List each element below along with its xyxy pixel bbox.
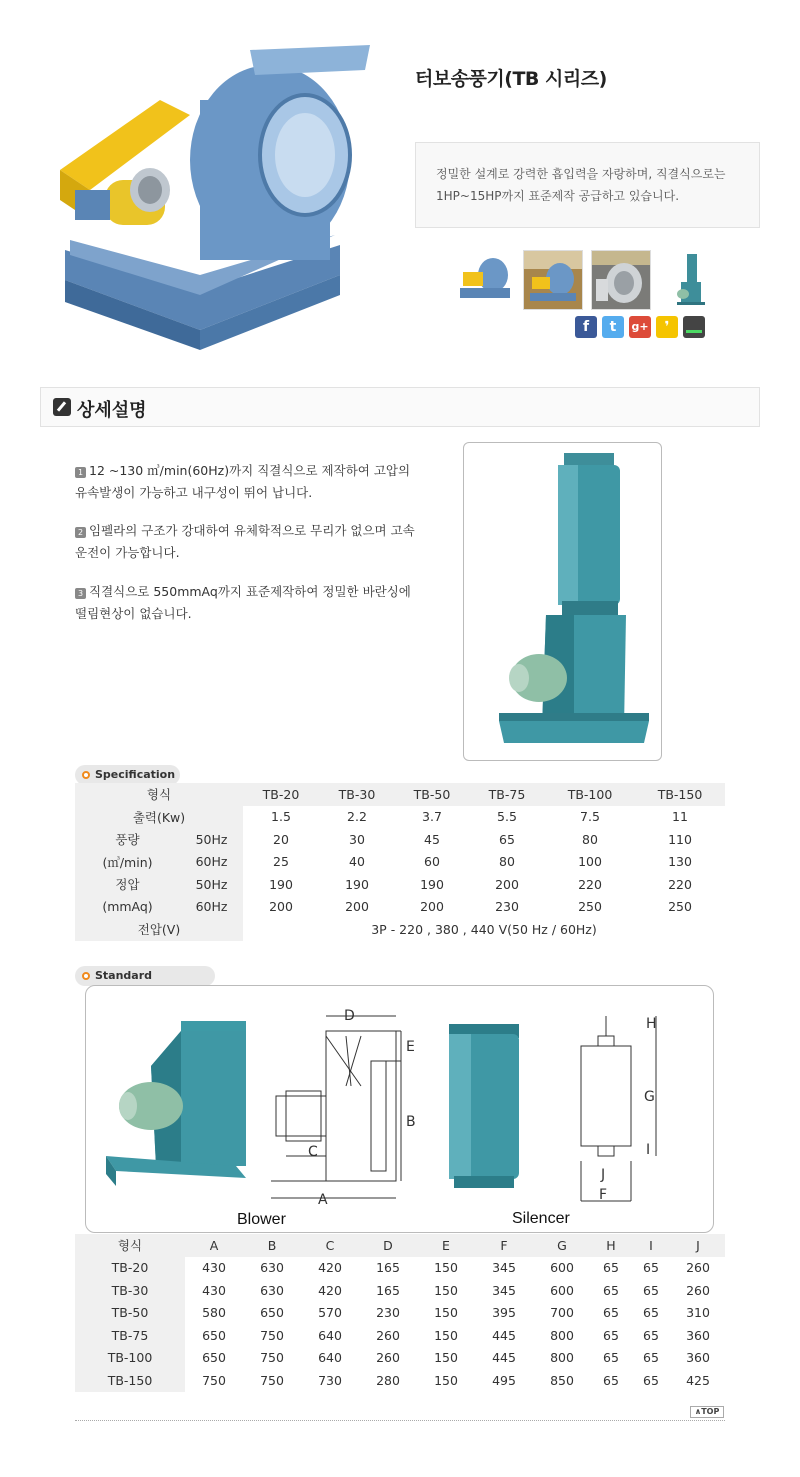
- table-cell: 580: [202, 1305, 226, 1321]
- number-badge: 3: [75, 588, 86, 599]
- table-cell: 출력(Kw): [75, 806, 243, 829]
- google-plus-icon[interactable]: g+: [629, 316, 651, 338]
- table-header: I: [649, 1237, 653, 1253]
- feature-text: 12 ~130 ㎥/min(60Hz)까지 직결식으로 제작하여 고압의 유속발생이 가능하고 내구성이 뛰어 납니다.: [75, 463, 411, 500]
- table-row: [75, 851, 725, 874]
- table-cell: 345: [492, 1260, 516, 1276]
- table-cell: 430: [202, 1260, 226, 1276]
- table-cell: 65: [643, 1305, 659, 1321]
- table-cell: 630: [260, 1260, 284, 1276]
- table-row: [75, 1279, 725, 1302]
- table-header: G: [557, 1237, 567, 1253]
- table-cell: 65: [643, 1282, 659, 1298]
- dimension-badge: Standard: [75, 966, 215, 986]
- dim-letter-f: F: [599, 1187, 608, 1203]
- table-cell: 570: [318, 1305, 342, 1321]
- table-row: [75, 896, 725, 919]
- table-cell: 200: [420, 899, 444, 915]
- table-cell: 230: [495, 899, 519, 915]
- table-cell: 445: [492, 1327, 516, 1343]
- dimension-drawing-box: [85, 985, 714, 1233]
- table-cell: 200: [269, 899, 293, 915]
- dim-letter-c: C: [308, 1144, 318, 1160]
- number-badge: 1: [75, 467, 86, 478]
- table-cell: 850: [550, 1372, 574, 1388]
- table-cell: 165: [376, 1260, 400, 1276]
- thumbnail-4[interactable]: [659, 250, 719, 310]
- table-row: [75, 1369, 725, 1392]
- table-cell: 800: [550, 1327, 574, 1343]
- table-cell: 650: [202, 1327, 226, 1343]
- feature-item-3: [75, 581, 415, 625]
- table-cell: 190: [345, 876, 369, 892]
- detail-section-header: [40, 387, 760, 427]
- dim-letter-e: E: [406, 1039, 415, 1055]
- table-cell: 65: [603, 1260, 619, 1276]
- feature-text: 임펠라의 구조가 강대하여 유체학적으로 무리가 없으며 고속운전이 가능합니다.: [75, 523, 415, 560]
- table-cell: 150: [434, 1305, 458, 1321]
- table-header: 형식: [75, 783, 243, 806]
- table-cell: 700: [550, 1305, 574, 1321]
- table-header: TB-50: [395, 783, 469, 806]
- table-cell: 20: [273, 831, 289, 847]
- table-cell: 110: [668, 831, 692, 847]
- table-cell: 65: [643, 1260, 659, 1276]
- table-cell: 150: [434, 1260, 458, 1276]
- thumbnail-1[interactable]: [455, 250, 515, 310]
- table-header: TB-100: [545, 783, 635, 806]
- table-cell: 65: [603, 1282, 619, 1298]
- table-row: [75, 1302, 725, 1325]
- model-cell: TB-20: [75, 1257, 185, 1280]
- dim-letter-b: B: [406, 1114, 416, 1130]
- model-cell: TB-50: [75, 1302, 185, 1325]
- product-description-box: [415, 142, 760, 228]
- table-cell: 250: [668, 899, 692, 915]
- dim-letter-i: I: [646, 1142, 651, 1158]
- table-cell: 200: [345, 899, 369, 915]
- band-icon[interactable]: [683, 316, 705, 338]
- model-cell: TB-75: [75, 1324, 185, 1347]
- table-cell: 5.5: [497, 809, 517, 825]
- table-cell: 260: [686, 1260, 710, 1276]
- product-title: 터보송풍기(TB 시리즈): [415, 68, 607, 90]
- table-cell: 230: [376, 1305, 400, 1321]
- detail-product-image: [463, 442, 662, 761]
- table-cell: 360: [686, 1327, 710, 1343]
- table-cell: 220: [578, 876, 602, 892]
- table-cell: 250: [578, 899, 602, 915]
- table-cell: 150: [434, 1282, 458, 1298]
- model-cell: TB-30: [75, 1279, 185, 1302]
- table-cell: 130: [668, 854, 692, 870]
- table-cell: 650: [260, 1305, 284, 1321]
- table-cell: 65: [603, 1327, 619, 1343]
- model-cell: TB-100: [75, 1347, 185, 1370]
- table-cell: 750: [260, 1372, 284, 1388]
- table-cell: 60Hz: [180, 896, 243, 919]
- table-cell: 640: [318, 1327, 342, 1343]
- table-cell: 495: [492, 1372, 516, 1388]
- table-cell: 600: [550, 1282, 574, 1298]
- table-header: TB-150: [635, 783, 725, 806]
- table-cell: 800: [550, 1350, 574, 1366]
- table-cell: 200: [495, 876, 519, 892]
- table-header: F: [500, 1237, 508, 1253]
- table-header: D: [383, 1237, 393, 1253]
- table-cell: 730: [318, 1372, 342, 1388]
- table-cell: 345: [492, 1282, 516, 1298]
- table-row: [75, 1347, 725, 1370]
- table-header: TB-30: [319, 783, 395, 806]
- table-cell: 360: [686, 1350, 710, 1366]
- table-cell: 45: [424, 831, 440, 847]
- table-cell: 420: [318, 1260, 342, 1276]
- table-row: [75, 828, 725, 851]
- kakaostory-icon[interactable]: ❜: [656, 316, 678, 338]
- pencil-icon: [53, 398, 71, 416]
- blower-label: Blower: [237, 1211, 286, 1228]
- table-cell: 25: [273, 854, 289, 870]
- table-cell: 정압: [75, 873, 180, 896]
- table-cell: 425: [686, 1372, 710, 1388]
- table-row: [75, 918, 725, 941]
- table-header: TB-75: [469, 783, 545, 806]
- table-header: H: [606, 1237, 616, 1253]
- table-cell: 630: [260, 1282, 284, 1298]
- table-row: [75, 1324, 725, 1347]
- table-cell: 165: [376, 1282, 400, 1298]
- specification-badge: Specification: [75, 765, 180, 785]
- table-cell: 65: [603, 1350, 619, 1366]
- table-cell: 190: [420, 876, 444, 892]
- table-cell: 65: [603, 1305, 619, 1321]
- table-cell: 50Hz: [180, 828, 243, 851]
- table-cell: 150: [434, 1327, 458, 1343]
- table-cell: 310: [686, 1305, 710, 1321]
- table-cell: 445: [492, 1350, 516, 1366]
- table-cell: (㎥/min): [75, 851, 180, 874]
- top-button[interactable]: [690, 1406, 724, 1418]
- thumbnail-3[interactable]: [591, 250, 651, 310]
- table-cell: 750: [202, 1372, 226, 1388]
- footer-divider: [75, 1420, 725, 1421]
- table-header: B: [267, 1237, 277, 1253]
- table-cell: 260: [376, 1327, 400, 1343]
- table-header: C: [325, 1237, 335, 1253]
- table-cell: 65: [643, 1372, 659, 1388]
- table-header: E: [442, 1237, 450, 1253]
- table-cell: 2.2: [347, 809, 367, 825]
- table-cell: 260: [376, 1350, 400, 1366]
- table-cell: 150: [434, 1350, 458, 1366]
- table-cell: 50Hz: [180, 873, 243, 896]
- table-cell: 280: [376, 1372, 400, 1388]
- specification-table: [75, 783, 725, 941]
- table-cell: 600: [550, 1260, 574, 1276]
- table-header: 형식: [117, 1238, 143, 1254]
- dimension-table: [75, 1234, 725, 1392]
- table-cell: 80: [582, 831, 598, 847]
- table-header-row: [75, 783, 725, 806]
- product-description: 정밀한 설계로 강력한 흡입력을 자랑하며, 직결식으로는 1HP~15HP까지 표준제작 공급하고 있습니다.: [436, 167, 726, 203]
- silencer-label: Silencer: [512, 1210, 570, 1227]
- dim-letter-h: H: [646, 1016, 657, 1032]
- table-cell: 전압(V): [75, 918, 243, 941]
- table-cell: 640: [318, 1350, 342, 1366]
- number-badge: 2: [75, 527, 86, 538]
- table-cell: 65: [603, 1372, 619, 1388]
- table-cell: 395: [492, 1305, 516, 1321]
- table-cell: 7.5: [580, 809, 600, 825]
- product-main-image: [50, 40, 370, 360]
- thumbnail-2[interactable]: [523, 250, 583, 310]
- table-cell: 750: [260, 1350, 284, 1366]
- dim-letter-g: G: [644, 1089, 655, 1105]
- table-cell: 3P - 220 , 380 , 440 V(50 Hz / 60Hz): [371, 921, 597, 937]
- table-cell: (mmAq): [75, 896, 180, 919]
- dim-letter-a: A: [318, 1192, 328, 1208]
- section-title: 상세설명: [77, 400, 147, 421]
- table-cell: 190: [269, 876, 293, 892]
- table-cell: 11: [672, 809, 688, 825]
- table-cell: 1.5: [271, 809, 291, 825]
- table-row: [75, 873, 725, 896]
- table-cell: 30: [349, 831, 365, 847]
- table-header: J: [696, 1237, 700, 1253]
- table-cell: 65: [643, 1350, 659, 1366]
- table-cell: 65: [643, 1327, 659, 1343]
- table-cell: 80: [499, 854, 515, 870]
- top-button-label: TOP: [701, 1407, 720, 1416]
- table-row: [75, 1257, 725, 1280]
- facebook-icon[interactable]: f: [575, 316, 597, 338]
- table-cell: 220: [668, 876, 692, 892]
- table-cell: 150: [434, 1372, 458, 1388]
- table-cell: 430: [202, 1282, 226, 1298]
- table-cell: 60Hz: [180, 851, 243, 874]
- feature-item-2: [75, 520, 415, 564]
- table-cell: 750: [260, 1327, 284, 1343]
- table-cell: 650: [202, 1350, 226, 1366]
- table-row: [75, 806, 725, 829]
- table-cell: 40: [349, 854, 365, 870]
- dim-letter-d: D: [344, 1008, 355, 1024]
- chevron-up-icon: ∧: [694, 1407, 702, 1416]
- twitter-icon[interactable]: t: [602, 316, 624, 338]
- table-cell: 420: [318, 1282, 342, 1298]
- table-cell: 260: [686, 1282, 710, 1298]
- feature-item-1: [75, 460, 415, 504]
- dim-letter-j: J: [601, 1167, 606, 1183]
- feature-text: 직결식으로 550mmAq까지 표준제작하여 정밀한 바란싱에 떨림현상이 없습니다.: [75, 584, 411, 621]
- model-cell: TB-150: [75, 1369, 185, 1392]
- table-header: A: [209, 1237, 219, 1253]
- table-cell: 풍량: [75, 828, 180, 851]
- table-cell: 3.7: [422, 809, 442, 825]
- table-cell: 100: [578, 854, 602, 870]
- table-cell: 65: [499, 831, 515, 847]
- table-cell: 60: [424, 854, 440, 870]
- table-header: TB-20: [243, 783, 319, 806]
- table-header-row: [75, 1234, 725, 1257]
